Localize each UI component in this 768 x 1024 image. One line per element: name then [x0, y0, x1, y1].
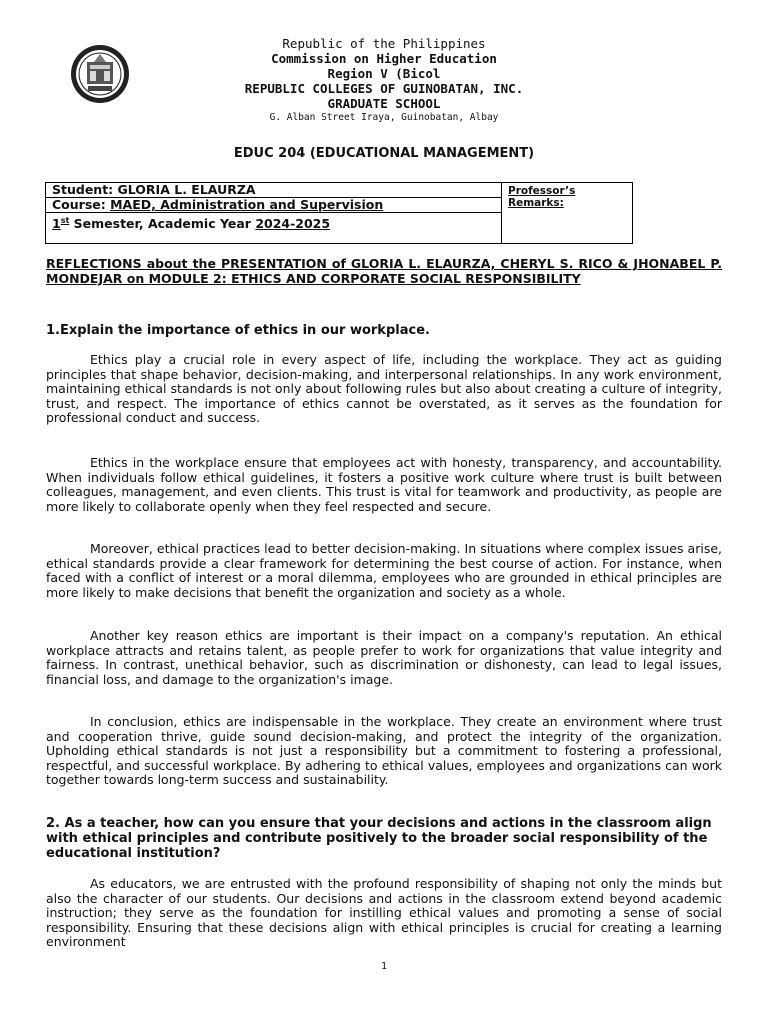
student-info-table [45, 182, 633, 244]
header-region: Region V (Bicol [327, 66, 441, 81]
question-2: 2. As a teacher, how can you ensure that your decisions and actions in the classroom align with ethical principles and contribute positively to the broader social responsibility of the educational institution? [46, 816, 712, 861]
paragraph-3: Moreover, ethical practices lead to better decision-making. In situations where complex issues arise, ethical standards provide a clear framework for determining the best course of action. For instance, when faced with a conflict of interest or a moral dilemma, employees who are grounded in ethical principles are more likely to make decisions that benefit the organization and society as a whole. [46, 541, 722, 600]
header-commission: Commission on Higher Education [271, 51, 497, 66]
header-republic: Republic of the Philippines [282, 36, 486, 51]
semester-number: 1 [52, 216, 61, 232]
course-line [46, 198, 502, 213]
paragraph-5: In conclusion, ethics are indispensable in the workplace. They create an environment where trust and cooperation thrive, guide sound decision-making, and protect the integrity of the organization. Upholding ethical standards is not just a responsibility but a commitment to fostering a professional, respectful, and successful workplace. By adhering to ethical values, employees and organizations can work together towards long-term success and sustainability. [46, 714, 722, 787]
academic-year: 2024-2025 [255, 216, 331, 232]
course-title: EDUC 204 (EDUCATIONAL MANAGEMENT) [233, 146, 535, 161]
reflection-title: REFLECTIONS about the PRESENTATION of GLORIA L. ELAURZA, CHERYL S. RICO & JHONABEL P. MONDEJAR on MODULE 2: ETHICS AND CORPORATE SOCIAL RESPONSIBILITY [46, 256, 722, 286]
paragraph-2: Ethics in the workplace ensure that employees act with honesty, transparency, and accountability. When individuals follow ethical guidelines, it fosters a positive work culture where trust is built between colleagues, management, and even clients. This trust is vital for teamwork and productivity, as people are more likely to collaborate openly when they feel respected and secure. [46, 455, 722, 514]
course-value: MAED, Administration and Supervision [110, 197, 384, 212]
question-2-paragraph: As educators, we are entrusted with the profound responsibility of shaping not only the minds but also the character of our students. Our decisions and actions in the classroom extend beyond academic instruction; they serve as the foundation for instilling ethical values and promoting a sense of social responsibility. Ensuring that these decisions align with ethical principles is crucial for creating a learning environment [46, 876, 722, 949]
semester-line [46, 213, 502, 244]
student-name: Student: GLORIA L. ELAURZA [46, 183, 502, 198]
question-1: 1.Explain the importance of ethics in our workplace. [46, 323, 430, 338]
page-number: 1 [380, 961, 388, 972]
course-prefix: Course: [52, 197, 111, 212]
semester-text: Semester, Academic Year [69, 216, 256, 232]
school-seal-logo [70, 44, 130, 104]
professor-remarks-label: Professor’s Remarks: [502, 183, 633, 244]
document-header [150, 36, 618, 124]
paragraph-1: Ethics play a crucial role in every aspect of life, including the workplace. They act as guiding principles that shape behavior, decision-making, and interpersonal relationships. In any work environment, maintaining ethical standards is not only about following rules but also about creating a culture of integrity, trust, and respect. The importance of ethics cannot be overstated, as it serves as the foundation for professional conduct and success. [46, 352, 722, 425]
paragraph-4: Another key reason ethics are important is their impact on a company's reputation. An ethical workplace attracts and retains talent, as people prefer to work for organizations that value integrity and fairness. In contrast, unethical behavior, such as discrimination or dishonesty, can lead to legal issues, financial loss, and damage to the organization's image. [46, 628, 722, 687]
header-college-name: REPUBLIC COLLEGES OF GUINOBATAN, INC. [244, 81, 524, 96]
header-graduate-school: GRADUATE SCHOOL [327, 96, 441, 111]
semester-suffix: st [60, 216, 70, 225]
header-address: G. Alban Street Iraya, Guinobatan, Albay [269, 112, 499, 123]
